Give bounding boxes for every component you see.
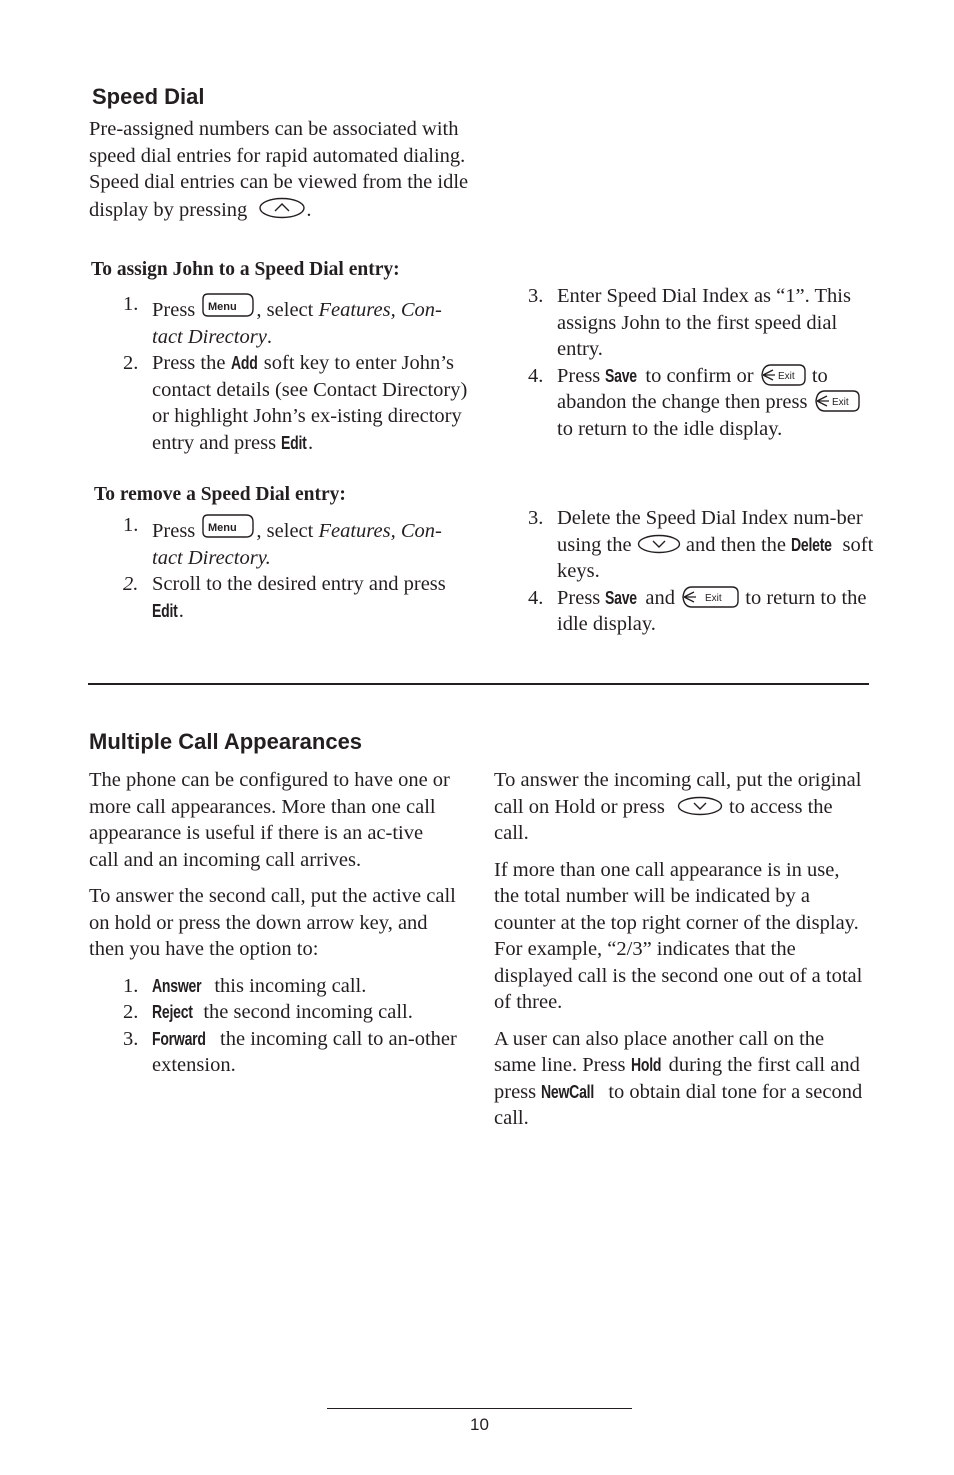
step-text: and then the	[680, 533, 792, 556]
multiple-calls-right-column	[494, 767, 864, 1132]
paragraph	[494, 1026, 864, 1132]
step-text: Press the	[152, 352, 231, 374]
step-end: .	[266, 325, 272, 348]
step-number: 3.	[528, 507, 544, 529]
paragraph: If more than one call appearance is in use, the total number will be indicated by a counter at the top right corner of the display. For example, “2/3” indicates that the displayed call is the second one out of a total of three.	[494, 858, 863, 1013]
step-text: and	[640, 586, 675, 609]
step-text: to confirm or	[640, 364, 754, 387]
option-text: the incoming call to an-other extension.	[152, 1027, 457, 1076]
step-text: to return to the idle display.	[557, 586, 867, 635]
section-divider	[88, 683, 869, 685]
list-item	[89, 571, 469, 624]
soft-key-label: Save	[605, 587, 638, 608]
paragraph	[494, 767, 864, 847]
remove-steps-left	[89, 512, 469, 624]
soft-key-label: Forward	[152, 1028, 206, 1049]
list-item	[494, 585, 874, 638]
soft-key-label: Edit	[281, 432, 307, 453]
step-number: 4.	[528, 364, 544, 387]
list-item	[89, 512, 469, 571]
step-end: .	[308, 431, 314, 454]
assign-steps-left	[89, 291, 469, 456]
step-text: Press	[152, 520, 196, 542]
list-item	[494, 283, 874, 363]
multiple-calls-left-column	[89, 767, 457, 1079]
list-item	[89, 350, 469, 456]
step-text: Enter Speed Dial Index as “1”. This assigns John to the first speed dial entry.	[557, 285, 851, 360]
page-number: 10	[470, 1415, 489, 1434]
footer-rule	[327, 1408, 632, 1409]
intro-end: .	[306, 198, 312, 221]
list-item	[494, 363, 874, 443]
paragraph-text: A user can also place another call on the same line. Press	[494, 1027, 825, 1076]
list-item	[89, 1026, 457, 1079]
paragraph-text: To answer the incoming call, put the original call on Hold or press	[494, 769, 862, 818]
svg-text:Exit: Exit	[705, 592, 722, 604]
soft-key-label: Save	[605, 365, 638, 386]
assign-steps-right	[494, 283, 874, 442]
exit-key-icon	[813, 389, 861, 413]
assign-heading: To assign John to a Speed Dial entry:	[91, 259, 400, 280]
remove-heading: To remove a Speed Dial entry:	[94, 484, 346, 505]
step-text: Press	[557, 586, 606, 609]
exit-key-icon	[680, 585, 740, 609]
paragraph-text: during the first call and press	[494, 1054, 860, 1103]
step-number: 1.	[123, 514, 139, 536]
down-arrow-key-icon	[676, 795, 724, 817]
step-text: , select	[256, 520, 319, 542]
exit-key-icon	[759, 363, 807, 387]
section-title-multiple-call-appearances: Multiple Call Appearances	[89, 729, 363, 754]
soft-key-label: Edit	[152, 600, 178, 621]
list-item	[494, 505, 874, 585]
paragraph: To answer the second call, put the active call on hold or press the down arrow key, and then you have the option to:	[89, 885, 456, 960]
soft-key-label: Reject	[152, 1002, 193, 1022]
remove-steps-right	[494, 505, 874, 638]
step-text: , select	[256, 299, 319, 321]
down-arrow-key-icon	[637, 533, 681, 555]
step-end: soft keys.	[557, 533, 874, 582]
soft-key-label: Answer	[152, 975, 202, 996]
soft-key-label: Hold	[630, 1055, 661, 1075]
speed-dial-intro	[89, 116, 469, 223]
option-number: 3.	[123, 1027, 139, 1050]
svg-text:Menu: Menu	[208, 301, 238, 313]
step-text: Press	[557, 364, 606, 387]
section-title-speed-dial: Speed Dial	[92, 84, 205, 109]
step-text: Press	[152, 299, 196, 321]
up-arrow-key-icon	[258, 196, 306, 220]
option-text: this incoming call.	[209, 974, 367, 997]
step-number: 2.	[123, 573, 139, 595]
step-number: 1.	[123, 293, 139, 315]
step-text: to abandon the change then press	[557, 364, 828, 413]
paragraph-text: to obtain dial tone for a second call.	[494, 1080, 863, 1129]
svg-text:Menu: Menu	[208, 522, 238, 534]
svg-text:Exit: Exit	[777, 370, 795, 382]
list-item	[89, 291, 469, 350]
step-number: 4.	[528, 586, 544, 609]
menu-key-icon	[200, 291, 256, 319]
intro-text: Pre-assigned numbers can be associated with speed dial entries for rapid automated dialing. Speed dial entries can be viewed from the idle display by pressing	[89, 118, 469, 221]
list-item	[89, 999, 457, 1026]
menu-key-icon	[200, 512, 256, 540]
step-emphasis: Features, Con-tact Directory	[152, 299, 442, 348]
option-text: the second incoming call.	[198, 1001, 413, 1023]
step-number: 2.	[123, 352, 139, 374]
list-item	[89, 973, 457, 1000]
soft-key-label: NewCall	[541, 1081, 595, 1102]
step-end: .	[178, 599, 184, 622]
option-number: 2.	[123, 1001, 139, 1023]
paragraph: The phone can be configured to have one or more call appearances. More than one call appearance is useful if there is an ac-tive call and an incoming call arrives.	[89, 769, 450, 871]
step-number: 3.	[528, 285, 544, 307]
svg-text:Exit: Exit	[831, 397, 849, 408]
soft-key-label: Add	[230, 353, 258, 373]
step-text: Delete the Speed Dial Index num-ber using the	[557, 507, 863, 556]
step-text: Scroll to the desired entry and press	[152, 573, 446, 595]
step-text: soft key to enter John’s contact details (see Contact Directory) or highlight John’s ex-isting directory entry and press	[152, 352, 468, 454]
step-emphasis: Features, Con-tact Directory.	[152, 520, 442, 569]
option-number: 1.	[123, 974, 139, 997]
paragraph-text: to access the call.	[494, 795, 833, 844]
step-text: to return to the idle display.	[557, 417, 783, 440]
soft-key-label: Delete	[791, 534, 832, 555]
